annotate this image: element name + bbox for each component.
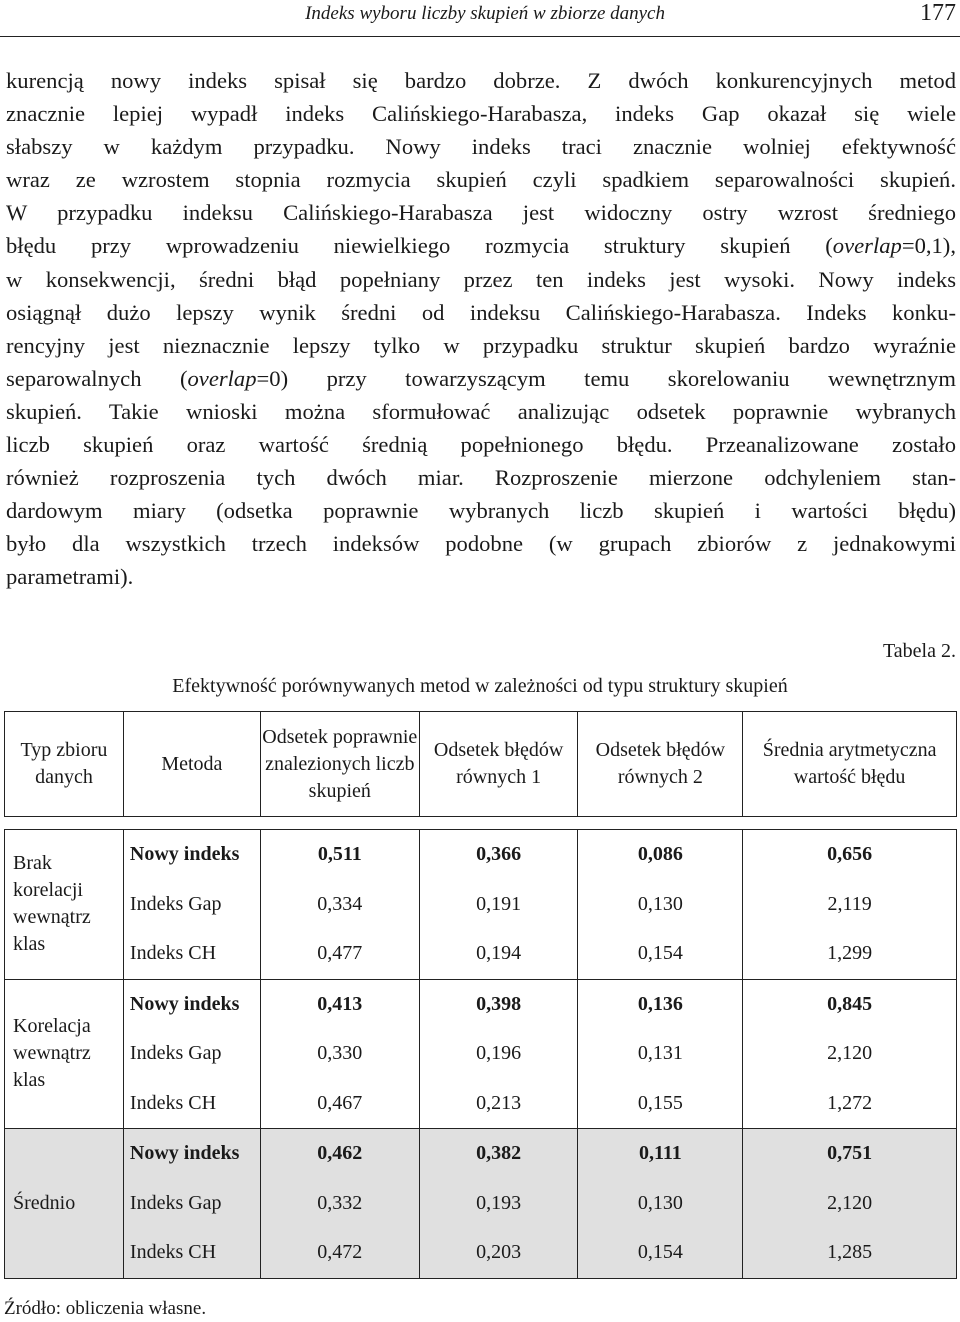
- column-header: Odsetek błędów równych 1: [419, 712, 578, 817]
- paragraph-line: separowalnych (overlap=0) przy towarzyszącym temu skorelowaniu wewnętrznym: [6, 365, 956, 391]
- value-cell: 0,086: [578, 830, 743, 880]
- value-cell: 0,194: [419, 929, 578, 979]
- value-cell: 0,154: [578, 929, 743, 979]
- value-cell: 0,413: [260, 979, 419, 1029]
- value-cell: 0,136: [578, 979, 743, 1029]
- column-header: Odsetek błędów równych 2: [578, 712, 743, 817]
- value-cell: 0,130: [578, 1179, 743, 1229]
- group-label: Korelacja wewnątrz klas: [5, 979, 124, 1129]
- header-gap: [5, 817, 957, 830]
- paragraph-line: błędu przy wprowadzeniu niewielkiego rozmycia struktury skupień (overlap=0,1),: [6, 233, 956, 259]
- table-row: [5, 880, 957, 930]
- value-cell: 0,334: [260, 880, 419, 930]
- term-overlap: overlap: [832, 233, 902, 259]
- group-label: Brak korelacji wewnątrz klas: [5, 830, 124, 980]
- paragraph-line: w konsekwencji, średni błąd popełniany przez ten indeks jest wysoki. Nowy indeks: [6, 266, 956, 292]
- group-no-correlation: [5, 830, 957, 980]
- results-table: [4, 711, 957, 1279]
- running-title: Indeks wyboru liczby skupień w zbiorze danych: [305, 3, 665, 24]
- value-cell: 0,154: [578, 1228, 743, 1278]
- paragraph-line: kurencją nowy indeks spisał się bardzo dobrze. Z dwóch konkurencyjnych metod: [6, 68, 956, 93]
- value-cell: 0,366: [419, 830, 578, 880]
- value-cell: 1,299: [743, 929, 957, 979]
- table-row: [5, 1179, 957, 1229]
- paragraph-line: parametrami).: [6, 564, 134, 590]
- paragraph-line: liczb skupień oraz wartość średnią popełnionego błędu. Przeanalizowane zostało: [6, 432, 956, 458]
- value-cell: 1,272: [743, 1079, 957, 1129]
- term-overlap: overlap: [187, 365, 257, 391]
- method-cell: Nowy indeks: [123, 830, 260, 880]
- method-cell: Indeks CH: [123, 1228, 260, 1278]
- value-cell: 2,120: [743, 1179, 957, 1229]
- table-header-row: [5, 712, 957, 817]
- method-cell: Nowy indeks: [123, 979, 260, 1029]
- group-label: Średnio: [5, 1129, 124, 1279]
- method-cell: Nowy indeks: [123, 1129, 260, 1179]
- value-cell: 0,477: [260, 929, 419, 979]
- value-cell: 0,845: [743, 979, 957, 1029]
- paragraph-line: W przypadku indeksu Calińskiego-Harabasza jest widoczny ostry wzrost średniego: [6, 200, 956, 226]
- method-cell: Indeks Gap: [123, 880, 260, 930]
- method-cell: Indeks CH: [123, 1079, 260, 1129]
- value-cell: 0,130: [578, 880, 743, 930]
- table-label: Tabela 2.: [882, 640, 956, 662]
- paragraph-line: skupień. Takie wnioski można sformułować analizując odsetek poprawnie wybranych: [6, 398, 956, 424]
- value-cell: 0,191: [419, 880, 578, 930]
- body-paragraph: [6, 64, 956, 594]
- table-row: [5, 1029, 957, 1079]
- table-source-note: Źródło: obliczenia własne.: [4, 1298, 207, 1319]
- column-header: Odsetek poprawnie znalezionych liczb skupień: [260, 712, 419, 817]
- value-cell: 0,196: [419, 1029, 578, 1079]
- running-header: [0, 0, 960, 37]
- value-cell: 0,203: [419, 1228, 578, 1278]
- paragraph-line: słabszy w każdym przypadku. Nowy indeks traci znacznie wolniej efektywność: [6, 134, 956, 160]
- table-title: Efektywność porównywanych metod w zależności od typu struktury skupień: [172, 675, 788, 697]
- value-cell: 0,332: [260, 1179, 419, 1229]
- table-row: [5, 979, 957, 1029]
- value-cell: 2,120: [743, 1029, 957, 1079]
- value-cell: 0,656: [743, 830, 957, 880]
- paragraph-line: osiągnął dużo lepszy wynik średni od indeksu Calińskiego-Harabasza. Indeks konku-: [6, 299, 956, 325]
- value-cell: 0,330: [260, 1029, 419, 1079]
- value-cell: 0,751: [743, 1129, 957, 1179]
- value-cell: 0,472: [260, 1228, 419, 1278]
- table-row: [5, 830, 957, 880]
- value-cell: 0,467: [260, 1079, 419, 1129]
- table-row: [5, 1129, 957, 1179]
- value-cell: 2,119: [743, 880, 957, 930]
- value-cell: 0,131: [578, 1029, 743, 1079]
- paragraph-line: wraz ze wzrostem stopnia rozmycia skupień czyli spadkiem separowalności skupień.: [6, 167, 956, 193]
- value-cell: 0,213: [419, 1079, 578, 1129]
- group-correlation: [5, 979, 957, 1129]
- table-row: [5, 929, 957, 979]
- table-row: [5, 1079, 957, 1129]
- paragraph-line: znacznie lepiej wypadł indeks Calińskiego-Harabasza, indeks Gap okazał się wiele: [6, 101, 956, 127]
- column-header: Średnia arytmetyczna wartość błędu: [743, 712, 957, 817]
- value-cell: 0,193: [419, 1179, 578, 1229]
- group-average: [5, 1129, 957, 1279]
- method-cell: Indeks Gap: [123, 1029, 260, 1079]
- paragraph-line: rencyjny jest nieznacznie lepszy tylko w przypadku struktur skupień bardzo wyraźnie: [6, 332, 956, 358]
- page-number: 177: [920, 0, 956, 26]
- value-cell: 0,398: [419, 979, 578, 1029]
- column-header: Metoda: [123, 712, 260, 817]
- value-cell: 0,462: [260, 1129, 419, 1179]
- column-header: Typ zbioru danych: [5, 712, 124, 817]
- table-row: [5, 1228, 957, 1278]
- value-cell: 0,155: [578, 1079, 743, 1129]
- paragraph-line: dardowym miary (odsetka poprawnie wybranych liczb skupień i wartości błędu): [6, 498, 956, 524]
- value-cell: 0,382: [419, 1129, 578, 1179]
- method-cell: Indeks CH: [123, 929, 260, 979]
- method-cell: Indeks Gap: [123, 1179, 260, 1229]
- paragraph-line: było dla wszystkich trzech indeksów podobne (w grupach zbiorów z jednakowymi: [6, 531, 956, 557]
- paragraph-line: również rozproszenia tych dwóch miar. Rozproszenie mierzone odchyleniem stan-: [6, 465, 956, 491]
- value-cell: 0,511: [260, 830, 419, 880]
- value-cell: 1,285: [743, 1228, 957, 1278]
- value-cell: 0,111: [578, 1129, 743, 1179]
